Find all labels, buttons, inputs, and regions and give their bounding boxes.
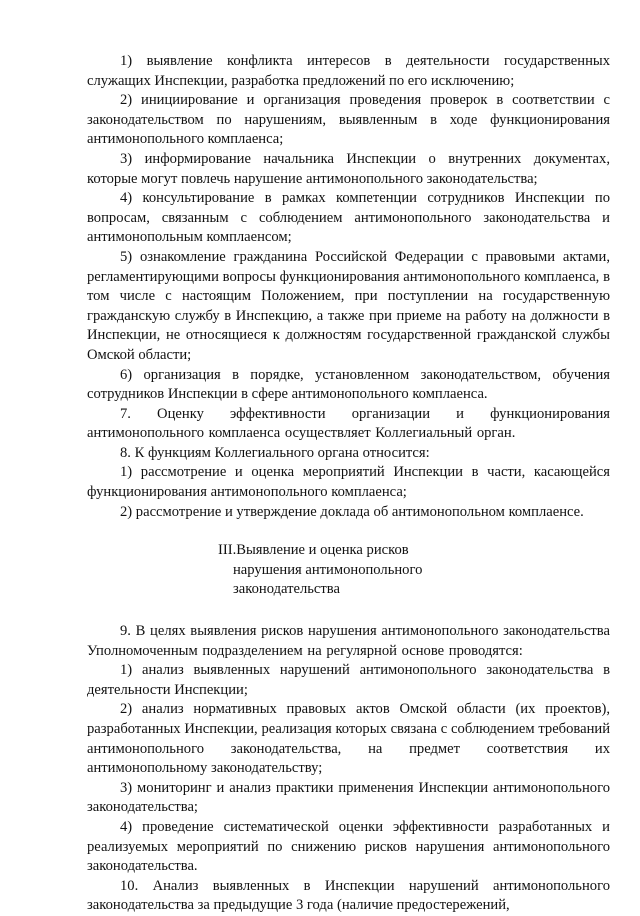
paragraph: 1) анализ выявленных нарушений антимонопольного законодательства в деятельности Инспекции; — [87, 662, 610, 698]
paragraph: 6) организация в порядке, установленном законодательством, обучения сотрудников Инспекции в сфере антимонопольного комплаенса. — [87, 366, 610, 403]
paragraph: 3) информирование начальника Инспекции о внутренних документах, которые могут повлечь нарушение антимонопольного законодательства; — [87, 150, 610, 187]
paragraph: 2) рассмотрение и утверждение доклада об антимонопольном комплаенсе. — [120, 503, 584, 520]
document-page — [87, 52, 610, 916]
paragraph: 9. В целях выявления рисков нарушения антимонопольного законодательства Уполномоченным подразделением на регулярной основе проводятся: — [87, 623, 610, 659]
paragraph: 8. К функциям Коллегиального органа относится: — [120, 444, 430, 461]
paragraph: 3) мониторинг и анализ практики применения Инспекции антимонопольного законодательства; — [87, 779, 610, 816]
paragraph: 1) выявление конфликта интересов в деятельности государственных служащих Инспекции, разработка предложений по его исключению; — [87, 53, 610, 89]
paragraph: 2) инициирование и организация проведения проверок в соответствии с законодательством по нарушениям, выявленным в ходе функционирования антимонопольного комплаенса; — [87, 92, 610, 148]
section-heading-line: нарушения антимонопольного — [233, 561, 423, 578]
section-heading — [218, 541, 498, 600]
section-heading-line: законодательства — [233, 581, 340, 598]
paragraph: 10. Анализ выявленных в Инспекции нарушений антимонопольного законодательства за предыдущие 3 года (наличие предостережений, — [87, 877, 610, 914]
paragraph: 1) рассмотрение и оценка мероприятий Инспекции в части, касающейся функционирования антимонопольного комплаенса; — [87, 464, 610, 501]
paragraph: 2) анализ нормативных правовых актов Омской области (их проектов), разработанных Инспекции, реализация которых связана с соблюдением требований антимонопольного законодательства, на предмет соответствия их антимонопольному законодательству; — [87, 701, 610, 777]
paragraph: 4) консультирование в рамках компетенции сотрудников Инспекции по вопросам, связанным с соблюдением антимонопольного законодательства и антимонопольным комплаенсом; — [87, 190, 610, 246]
section-heading-line: III.Выявление и оценка рисков — [218, 542, 409, 559]
paragraph: 7. Оценку эффективности организации и функционирования антимонопольного комплаенса осуществляет Коллегиальный орган. — [87, 405, 610, 442]
paragraph: 4) проведение систематической оценки эффективности разработанных и реализуемых мероприятий по снижению рисков нарушения антимонопольного законодательства. — [87, 818, 610, 875]
paragraph: 5) ознакомление гражданина Российской Федерации с правовыми актами, регламентирующими вопросы функционирования антимонопольного комплаенса, в том числе с настоящим Положением, при поступлении на государственную гражданскую службу в Инспекцию, а также при приеме на работу на должности в Инспекции, не относящиеся к должностям государственной гражданской службы Омской области; — [87, 248, 610, 363]
